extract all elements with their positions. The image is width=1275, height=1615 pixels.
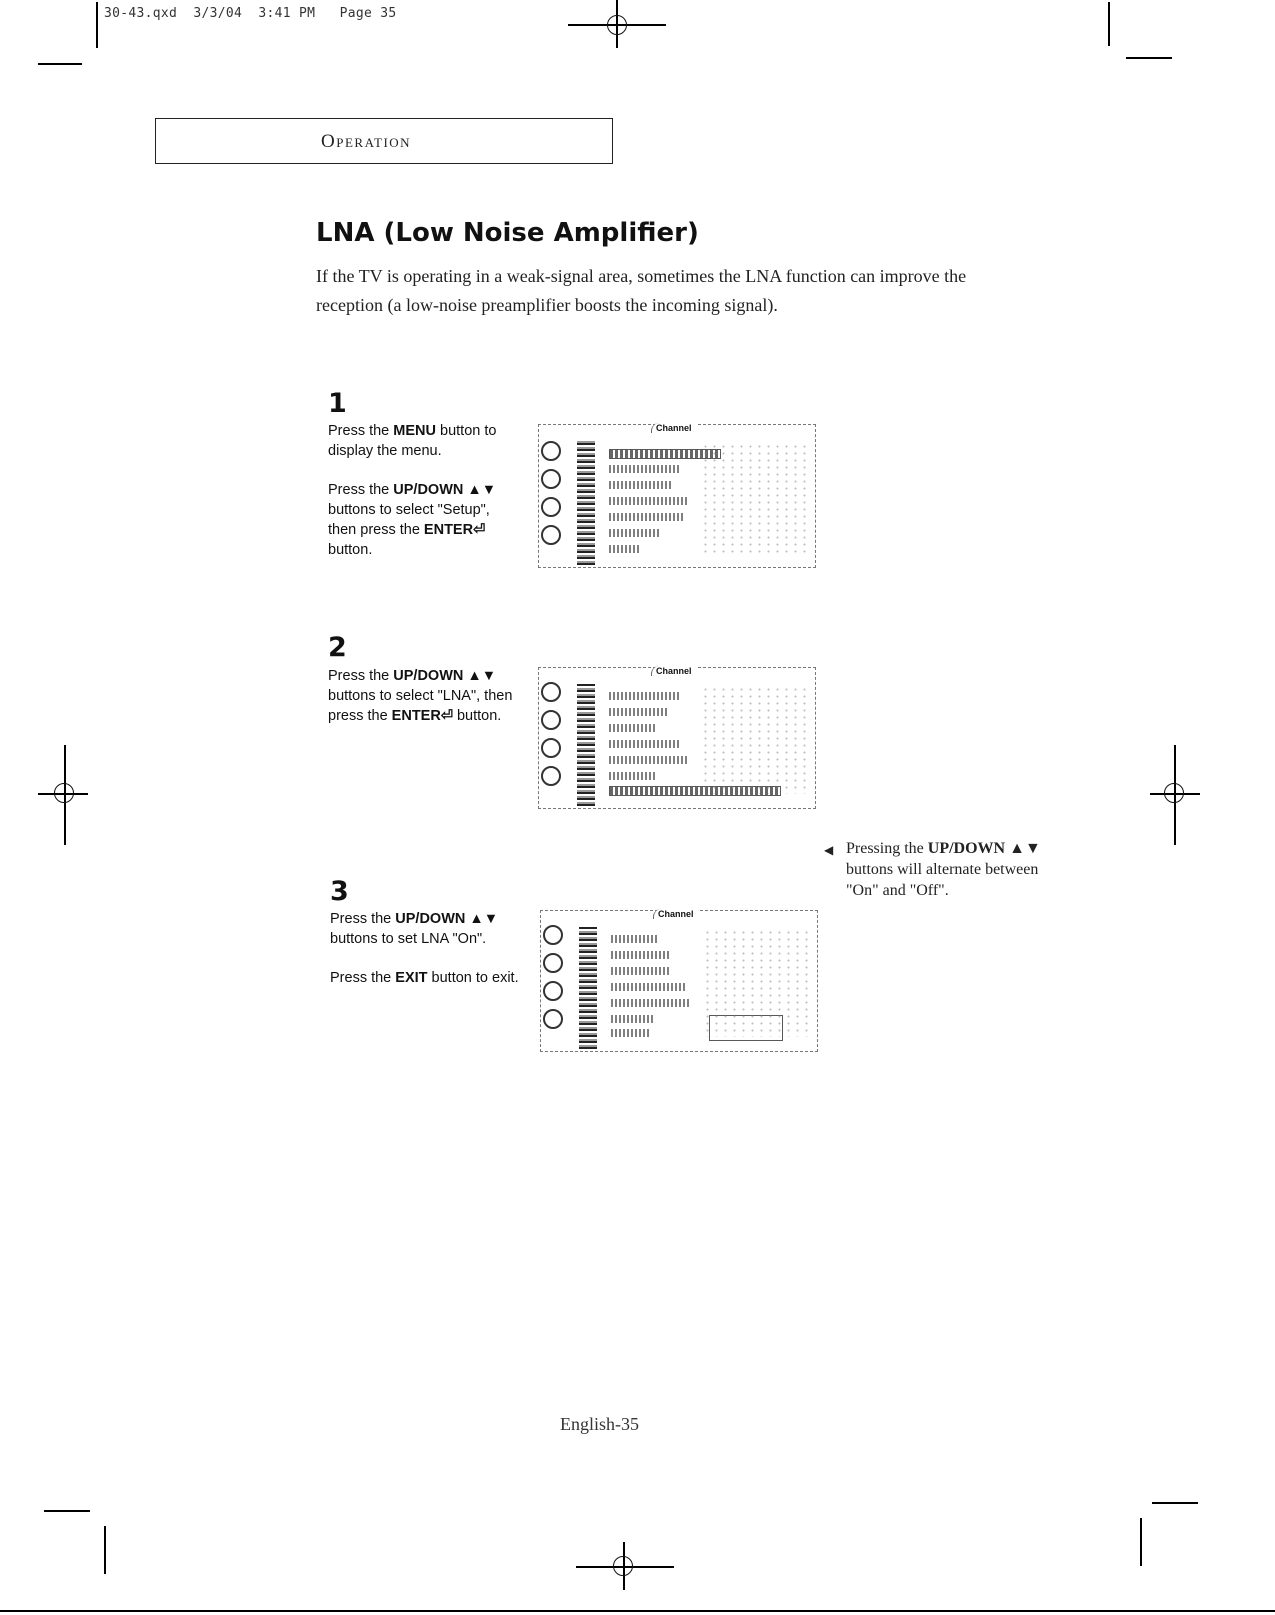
instruction-text: Press the: [330, 911, 396, 927]
registration-mark-icon: [1164, 783, 1184, 803]
instruction-text: Press the: [330, 970, 396, 986]
sound-icon: [541, 738, 561, 758]
menu-tabs: [577, 441, 595, 565]
menu-tabs: [577, 684, 595, 806]
menu-row: [609, 708, 669, 716]
sound-icon: [541, 497, 561, 517]
registration-mark-icon: [613, 1556, 633, 1576]
menu-row: [611, 967, 671, 975]
menu-row: [609, 481, 671, 489]
page-bottom-rule: [0, 1610, 1275, 1612]
channel-icon: [541, 525, 561, 545]
instruction-keyword: UP/DOWN ▲▼: [395, 911, 499, 927]
instruction-text: button to display the menu.: [328, 423, 497, 459]
menu-row: [611, 999, 691, 1007]
step-number: 2: [328, 632, 347, 663]
instruction-keyword: MENU: [393, 423, 436, 439]
menu-sidebar: [539, 425, 597, 567]
menu-row: [611, 983, 687, 991]
instruction-keyword: UP/DOWN ▲▼: [393, 668, 497, 684]
instruction-text: Pressing the: [846, 840, 928, 857]
menu-screenshot: [538, 424, 816, 568]
menu-row: [609, 724, 657, 732]
menu-noise: [703, 929, 813, 1037]
instruction-text: buttons to select "LNA", then press the: [328, 688, 513, 724]
menu-row: [609, 545, 639, 553]
menu-noise: [701, 443, 811, 553]
input-icon: [541, 441, 561, 461]
crop-mark: [1140, 1518, 1142, 1566]
crop-mark: [96, 2, 98, 48]
menu-row: [611, 935, 657, 943]
instruction-paragraph: [330, 968, 520, 988]
instruction-text: Press the: [328, 482, 394, 498]
instruction-text: buttons to set LNA "On".: [330, 931, 487, 947]
picture-icon: [541, 469, 561, 489]
picture-icon: [541, 710, 561, 730]
instruction-text: buttons to select "Setup", then press the: [328, 502, 490, 538]
section-header-box: [155, 118, 613, 164]
note-arrow-icon: ◀: [824, 843, 834, 857]
instruction-text: Press the: [328, 668, 394, 684]
menu-title: Channel: [651, 666, 696, 676]
instruction-paragraph: [328, 480, 518, 560]
menu-row: [611, 1015, 655, 1023]
channel-icon: [541, 766, 561, 786]
side-note: [826, 838, 1066, 901]
page-title: LNA (Low Noise Amplifier): [316, 218, 699, 248]
input-icon: [543, 925, 563, 945]
crop-mark: [38, 63, 82, 65]
input-icon: [541, 682, 561, 702]
menu-sidebar: [541, 911, 599, 1051]
menu-sidebar: [539, 668, 597, 808]
crop-mark: [44, 1510, 90, 1512]
step-instructions: [330, 909, 520, 1007]
menu-screenshot: [538, 667, 816, 809]
picture-icon: [543, 953, 563, 973]
menu-row: [609, 692, 679, 700]
menu-noise: [701, 686, 811, 794]
menu-row: [609, 756, 687, 764]
instruction-keyword: UP/DOWN ▲▼: [927, 840, 1041, 857]
instruction-paragraph: [328, 666, 518, 726]
print-slug: 30-43.qxd 3/3/04 3:41 PM Page 35: [104, 6, 397, 21]
instruction-text: button to exit.: [427, 970, 519, 986]
step-instructions: [328, 421, 518, 579]
sound-icon: [543, 981, 563, 1001]
instruction-text: button.: [452, 708, 502, 724]
instruction-paragraph: [328, 421, 518, 461]
menu-row: [609, 529, 659, 537]
menu-row: [609, 772, 655, 780]
menu-row: [611, 1029, 651, 1037]
menu-tabs: [579, 927, 597, 1049]
instruction-keyword: ENTER⏎: [391, 708, 453, 724]
menu-row: [609, 497, 689, 505]
step-number: 3: [330, 876, 349, 907]
menu-title: Channel: [651, 423, 696, 433]
crop-mark: [104, 1526, 106, 1574]
instruction-text: Press the: [328, 423, 394, 439]
instruction-text: buttons will alternate between "On" and "Off".: [846, 861, 1039, 899]
instruction-text: button.: [328, 542, 373, 558]
instruction-keyword: ENTER⏎: [423, 522, 486, 538]
section-header: Operation: [321, 131, 412, 152]
instruction-keyword: EXIT: [395, 970, 428, 986]
menu-row: [609, 513, 685, 521]
crop-mark: [1152, 1502, 1198, 1504]
crop-mark: [1126, 57, 1172, 59]
registration-mark-icon: [607, 15, 627, 35]
registration-mark-icon: [54, 783, 74, 803]
step-instructions: [328, 666, 518, 745]
page-number: English-35: [560, 1414, 639, 1434]
step-number: 1: [328, 388, 347, 419]
menu-row: [611, 951, 669, 959]
instruction-paragraph: [330, 909, 520, 949]
intro-paragraph: If the TV is operating in a weak-signal area, sometimes the LNA function can improve the reception (a low-noise preamplifier boosts the incoming signal).: [316, 266, 967, 315]
crop-mark: [1108, 2, 1110, 46]
channel-icon: [543, 1009, 563, 1029]
menu-row: [609, 465, 679, 473]
note-text: [846, 838, 1066, 901]
menu-screenshot: [540, 910, 818, 1052]
menu-title: Channel: [653, 909, 698, 919]
instruction-keyword: UP/DOWN ▲▼: [393, 482, 497, 498]
menu-row: [609, 740, 681, 748]
